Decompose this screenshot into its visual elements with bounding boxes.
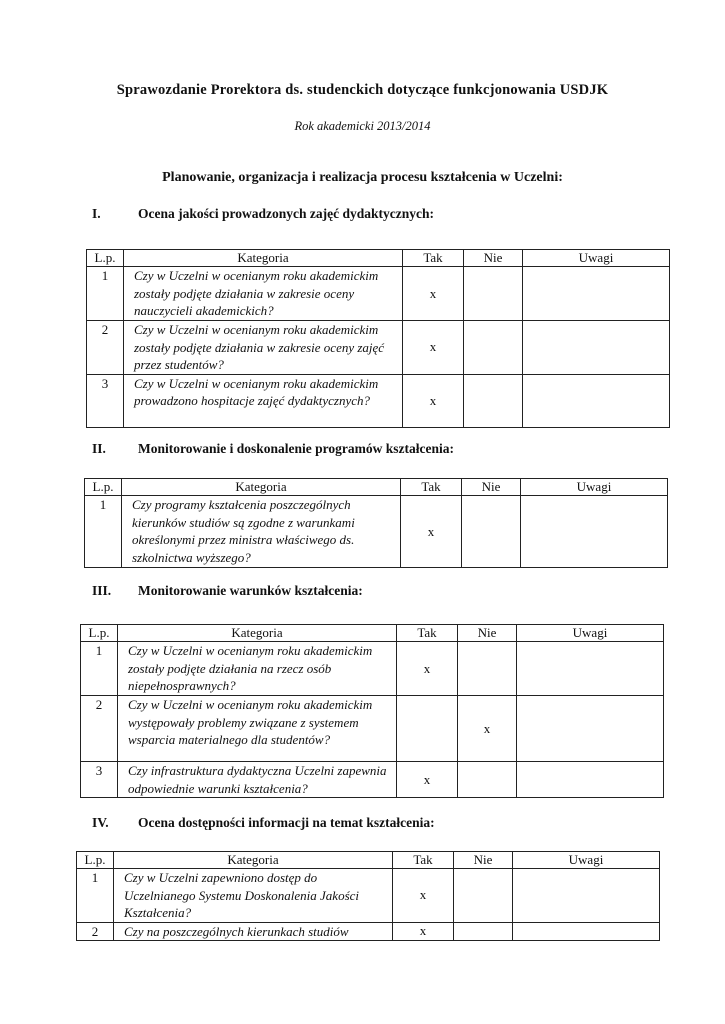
nie-mark (464, 321, 523, 375)
row-question: Czy w Uczelni w ocenianym roku akademickim zostały podjęte działania w zakresie oceny zajęć przez studentów? (124, 321, 403, 375)
section-number: II. (92, 441, 106, 456)
row-question: Czy w Uczelni w ocenianym roku akademickim zostały podjęte działania w zakresie oceny nauczycieli akademickich? (124, 267, 403, 321)
assessment-table (86, 249, 670, 428)
section-heading (92, 583, 363, 599)
nie-mark (464, 267, 523, 321)
table-row (81, 762, 664, 798)
header-tak: Tak (397, 625, 458, 642)
table-row (85, 496, 668, 568)
section-number: III. (92, 583, 112, 598)
nie-mark (462, 496, 521, 568)
header-nie: Nie (464, 250, 523, 267)
uwagi-cell (523, 374, 670, 427)
header-uwagi: Uwagi (513, 852, 660, 869)
row-question: Czy w Uczelni w ocenianym roku akademickim prowadzono hospitacje zajęć dydaktycznych? (124, 374, 403, 427)
table-row (77, 922, 660, 941)
row-question: Czy programy kształcenia poszczególnych kierunków studiów są zgodne z warunkami określonymi przez ministra właściwego ds. szkolnictwa wyższego? (122, 496, 401, 568)
row-question: Czy w Uczelni zapewniono dostęp do Uczelnianego Systemu Doskonalenia Jakości Kształcenia? (114, 869, 393, 923)
uwagi-cell (523, 321, 670, 375)
header-lp: L.p. (87, 250, 124, 267)
section-title: Monitorowanie warunków kształcenia: (138, 583, 363, 598)
table-row (87, 321, 670, 375)
row-number: 1 (77, 869, 114, 923)
uwagi-cell (523, 267, 670, 321)
row-number: 2 (77, 922, 114, 941)
header-nie: Nie (458, 625, 517, 642)
nie-mark (458, 762, 517, 798)
tak-mark (397, 696, 458, 762)
row-question: Czy w Uczelni w ocenianym roku akademickim występowały problemy związane z systemem wsparcia materialnego dla studentów? (118, 696, 397, 762)
uwagi-cell (517, 696, 664, 762)
row-number: 3 (87, 374, 124, 427)
tak-mark: x (393, 922, 454, 941)
row-number: 1 (85, 496, 122, 568)
table-row (77, 869, 660, 923)
header-tak: Tak (401, 479, 462, 496)
main-heading: Planowanie, organizacja i realizacja procesu kształcenia w Uczelni: (162, 170, 563, 185)
row-number: 2 (81, 696, 118, 762)
section-heading (92, 441, 454, 457)
uwagi-cell (517, 762, 664, 798)
table-row (87, 374, 670, 427)
uwagi-cell (513, 922, 660, 941)
nie-mark: x (458, 696, 517, 762)
section-title: Monitorowanie i doskonalenie programów kształcenia: (138, 441, 454, 456)
row-question: Czy na poszczególnych kierunkach studiów (114, 922, 393, 941)
header-lp: L.p. (85, 479, 122, 496)
header-kategoria: Kategoria (114, 852, 393, 869)
header-nie: Nie (454, 852, 513, 869)
row-question: Czy infrastruktura dydaktyczna Uczelni zapewnia odpowiednie warunki kształcenia? (118, 762, 397, 798)
assessment-table (80, 624, 664, 798)
header-tak: Tak (393, 852, 454, 869)
tak-mark: x (393, 869, 454, 923)
tak-mark: x (403, 267, 464, 321)
row-number: 2 (87, 321, 124, 375)
uwagi-cell (521, 496, 668, 568)
assessment-table (76, 851, 660, 941)
header-kategoria: Kategoria (122, 479, 401, 496)
header-kategoria: Kategoria (118, 625, 397, 642)
nie-mark (454, 922, 513, 941)
header-kategoria: Kategoria (124, 250, 403, 267)
nie-mark (464, 374, 523, 427)
tak-mark: x (403, 374, 464, 427)
tak-mark: x (397, 762, 458, 798)
table-row (81, 642, 664, 696)
section-title: Ocena dostępności informacji na temat kształcenia: (138, 815, 435, 830)
row-question: Czy w Uczelni w ocenianym roku akademickim zostały podjęte działania na rzecz osób niepełnosprawnych? (118, 642, 397, 696)
row-number: 1 (87, 267, 124, 321)
table-header-row (81, 625, 664, 642)
tak-mark: x (401, 496, 462, 568)
header-uwagi: Uwagi (521, 479, 668, 496)
header-tak: Tak (403, 250, 464, 267)
tak-mark: x (397, 642, 458, 696)
header-lp: L.p. (77, 852, 114, 869)
row-number: 3 (81, 762, 118, 798)
uwagi-cell (513, 869, 660, 923)
nie-mark (458, 642, 517, 696)
table-header-row (77, 852, 660, 869)
section-title: Ocena jakości prowadzonych zajęć dydaktycznych: (138, 206, 434, 221)
section-heading (92, 815, 435, 831)
section-heading (92, 206, 434, 222)
assessment-table (84, 478, 668, 568)
table-row (81, 696, 664, 762)
table-row (87, 267, 670, 321)
row-number: 1 (81, 642, 118, 696)
table-header-row (87, 250, 670, 267)
uwagi-cell (517, 642, 664, 696)
section-number: IV. (92, 815, 109, 830)
header-uwagi: Uwagi (523, 250, 670, 267)
section-number: I. (92, 206, 101, 221)
tak-mark: x (403, 321, 464, 375)
header-nie: Nie (462, 479, 521, 496)
document-title: Sprawozdanie Prorektora ds. studenckich dotyczące funkcjonowania USDJK (116, 82, 609, 98)
academic-year: Rok akademicki 2013/2014 (294, 119, 431, 133)
nie-mark (454, 869, 513, 923)
table-header-row (85, 479, 668, 496)
header-uwagi: Uwagi (517, 625, 664, 642)
header-lp: L.p. (81, 625, 118, 642)
